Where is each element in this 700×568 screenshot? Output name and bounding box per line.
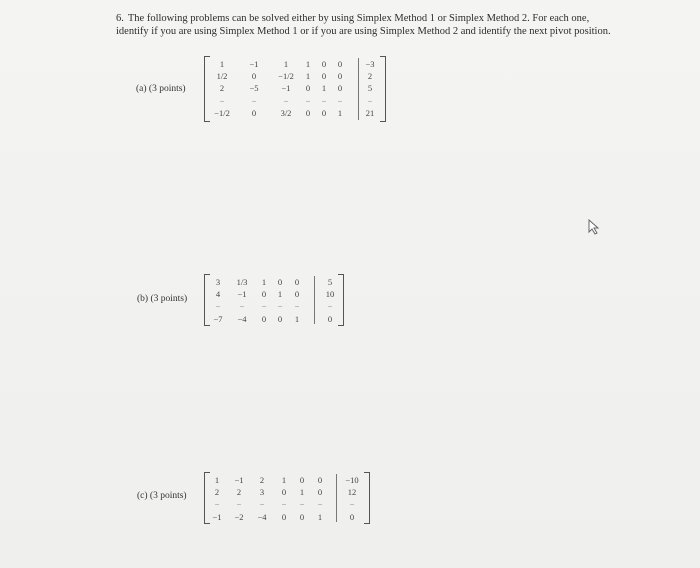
matrix-cell: 4 bbox=[215, 289, 221, 299]
matrix-cell: 0 bbox=[321, 108, 327, 118]
matrix-cell: 5 bbox=[327, 277, 333, 287]
matrix-cell: 0 bbox=[281, 487, 287, 497]
matrix-cell: − bbox=[239, 301, 245, 311]
matrix-cell: 3 bbox=[215, 277, 221, 287]
matrix-c bbox=[204, 472, 370, 524]
matrix-cell: 1/2 bbox=[216, 71, 228, 81]
matrix-cell: 2 bbox=[259, 475, 265, 485]
matrix-cell: 2 bbox=[214, 487, 220, 497]
matrix-cell: −1 bbox=[281, 83, 291, 93]
matrix-cell: 0 bbox=[277, 277, 283, 287]
matrix-cell: 10 bbox=[325, 289, 335, 299]
matrix-cell: 3 bbox=[259, 487, 265, 497]
matrix-cell: − bbox=[367, 96, 373, 106]
matrix-cell: 0 bbox=[251, 108, 257, 118]
matrix-cell: 12 bbox=[347, 487, 357, 497]
problem-statement bbox=[116, 12, 616, 38]
matrix-cell: 1 bbox=[214, 475, 220, 485]
matrix-cell: 1 bbox=[261, 277, 267, 287]
matrix-cell: − bbox=[215, 301, 221, 311]
matrix-cell: 5 bbox=[367, 83, 373, 93]
matrix-cell: − bbox=[261, 301, 267, 311]
matrix-cell: 2 bbox=[367, 71, 373, 81]
matrix-cell: − bbox=[281, 499, 287, 509]
matrix-cell: −1 bbox=[212, 512, 222, 522]
matrix-cell: 1 bbox=[219, 59, 225, 69]
matrix-cell: − bbox=[219, 96, 225, 106]
matrix-cell: 0 bbox=[251, 71, 257, 81]
matrix-cell: 3/2 bbox=[280, 108, 292, 118]
matrix-cell: −1/2 bbox=[278, 71, 294, 81]
matrix-cell: − bbox=[305, 96, 311, 106]
matrix-cell: − bbox=[251, 96, 257, 106]
matrix-cell: − bbox=[299, 499, 305, 509]
matrix-cell: 1 bbox=[317, 512, 323, 522]
matrix-cell: −1 bbox=[237, 289, 247, 299]
matrix-cell: − bbox=[337, 96, 343, 106]
augmented-divider bbox=[314, 276, 315, 324]
matrix-cell: 0 bbox=[261, 289, 267, 299]
matrix-cell: − bbox=[294, 301, 300, 311]
matrix-cell: − bbox=[283, 96, 289, 106]
matrix-cell: 1 bbox=[283, 59, 289, 69]
matrix-cell: 0 bbox=[294, 277, 300, 287]
part-b-label: (b) (3 points) bbox=[137, 294, 188, 304]
matrix-cell: −4 bbox=[237, 314, 247, 324]
matrix-b bbox=[204, 274, 344, 326]
matrix-cell: 1 bbox=[281, 475, 287, 485]
matrix-cell: − bbox=[321, 96, 327, 106]
matrix-cell: 0 bbox=[294, 289, 300, 299]
matrix-cell: 1 bbox=[299, 487, 305, 497]
augmented-divider bbox=[336, 474, 337, 522]
matrix-cell: −5 bbox=[249, 83, 259, 93]
matrix-cell: −3 bbox=[365, 59, 375, 69]
matrix-cell: 1 bbox=[277, 289, 283, 299]
matrix-cell: 1 bbox=[321, 83, 327, 93]
matrix-cell: 21 bbox=[365, 108, 375, 118]
matrix-cell: 1 bbox=[337, 108, 343, 118]
matrix-cell: 0 bbox=[349, 512, 355, 522]
matrix-cell: 1 bbox=[305, 59, 311, 69]
problem-number: 6. bbox=[116, 13, 124, 24]
matrix-cell: 0 bbox=[299, 512, 305, 522]
matrix-cell: 0 bbox=[299, 475, 305, 485]
part-c-label: (c) (3 points) bbox=[137, 491, 187, 501]
problem-text: The following problems can be solved either by using Simplex Method 1 or Simplex Method 2. For each one, identify if you are using Simplex Method 1 or if you are using Simplex Method 2 and identify the next pivot position. bbox=[116, 13, 611, 37]
augmented-divider bbox=[358, 58, 359, 120]
matrix-cell: 2 bbox=[219, 83, 225, 93]
matrix-cell: −1 bbox=[234, 475, 244, 485]
matrix-cell: 2 bbox=[236, 487, 242, 497]
matrix-cell: 0 bbox=[321, 59, 327, 69]
matrix-cell: 1 bbox=[294, 314, 300, 324]
matrix-cell: 0 bbox=[327, 314, 333, 324]
matrix-a bbox=[204, 56, 386, 122]
matrix-cell: − bbox=[236, 499, 242, 509]
matrix-cell: 0 bbox=[277, 314, 283, 324]
matrix-c-right-bracket bbox=[364, 472, 370, 524]
matrix-cell: −7 bbox=[213, 314, 223, 324]
matrix-cell: − bbox=[349, 499, 355, 509]
matrix-cell: 0 bbox=[305, 108, 311, 118]
matrix-cell: 0 bbox=[337, 71, 343, 81]
matrix-cell: −2 bbox=[234, 512, 244, 522]
matrix-cell: 1 bbox=[305, 71, 311, 81]
matrix-cell: 0 bbox=[305, 83, 311, 93]
matrix-cell: −4 bbox=[257, 512, 267, 522]
matrix-cell: 0 bbox=[317, 475, 323, 485]
matrix-cell: −1 bbox=[249, 59, 259, 69]
matrix-cell: −1/2 bbox=[214, 108, 230, 118]
part-a-label: (a) (3 points) bbox=[136, 84, 186, 94]
matrix-cell: 0 bbox=[337, 83, 343, 93]
matrix-cell: 0 bbox=[321, 71, 327, 81]
matrix-cell: −10 bbox=[345, 475, 359, 485]
mouse-cursor-icon bbox=[587, 219, 601, 235]
matrix-cell: − bbox=[277, 301, 283, 311]
matrix-cell: − bbox=[317, 499, 323, 509]
matrix-cell: 1/3 bbox=[236, 277, 248, 287]
matrix-cell: 0 bbox=[337, 59, 343, 69]
matrix-cell: 0 bbox=[317, 487, 323, 497]
matrix-cell: 0 bbox=[261, 314, 267, 324]
matrix-cell: − bbox=[259, 499, 265, 509]
matrix-cell: 0 bbox=[281, 512, 287, 522]
matrix-cell: − bbox=[214, 499, 220, 509]
matrix-cell: − bbox=[327, 301, 333, 311]
